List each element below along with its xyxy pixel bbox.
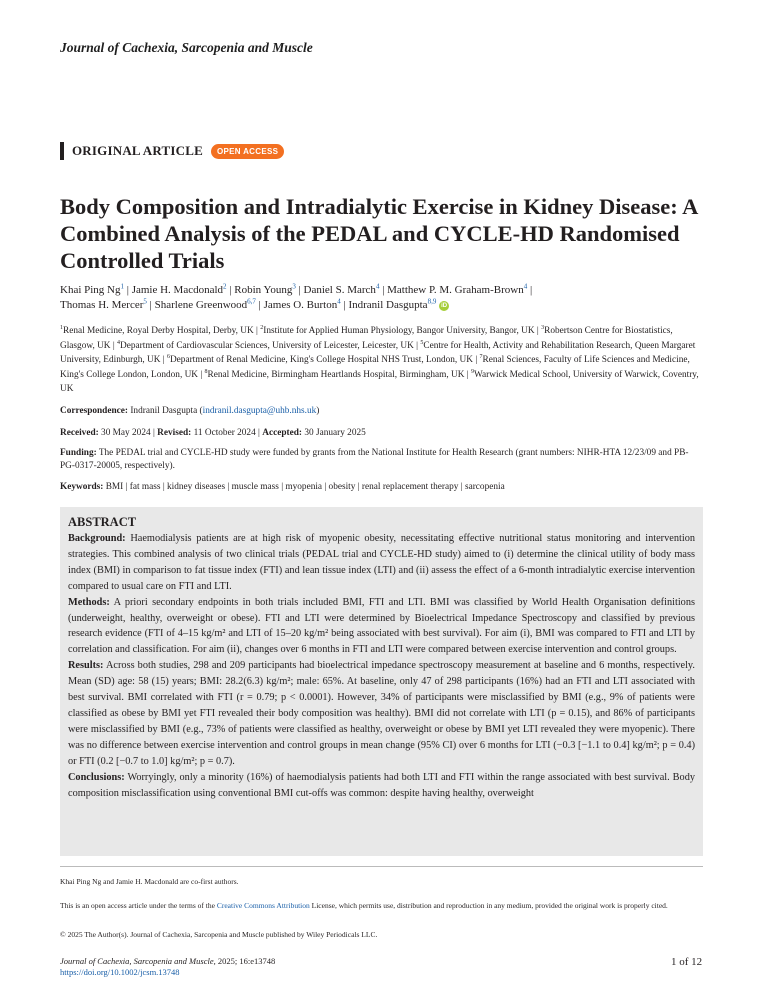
- footer-journal: Journal of Cachexia, Sarcopenia and Muscle,: [60, 956, 216, 966]
- affiliation-number: 7: [479, 354, 483, 361]
- author-affiliation-ref[interactable]: 2: [223, 282, 227, 291]
- page-number: 1 of 12: [671, 956, 703, 968]
- affiliation-text: Renal Sciences, Faculty of Life Sciences and Medicine, King's College London, London, UK: [60, 355, 690, 380]
- author-name: Jamie H. Macdonald$^2$: [131, 282, 227, 296]
- funding-text: The PEDAL trial and CYCLE-HD study were funded by grants from the National Institute for Health Research (grant numbers: NIHR-HTA 12/23/09 and PB-PG-0317-20005, respectively).: [60, 448, 689, 471]
- abstract-methods: [68, 595, 695, 659]
- keywords-label: Keywords:: [60, 482, 104, 492]
- author-affiliation-ref[interactable]: 6,7: [247, 297, 256, 306]
- keywords: [60, 481, 700, 494]
- author-name: Sharlene Greenwood$^{6,7}$: [154, 297, 256, 311]
- correspondence-name: Indranil Dasgupta: [130, 406, 198, 416]
- abstract-background: [68, 531, 695, 595]
- article-type-bar: [60, 142, 64, 160]
- license-note: [60, 900, 700, 911]
- license-pre: This is an open access article under the terms of the: [60, 901, 215, 910]
- methods-label: Methods:: [68, 596, 110, 608]
- accepted-label: Accepted:: [262, 428, 302, 438]
- license-link[interactable]: Creative Commons Attribution: [216, 901, 310, 910]
- cofirst-note: Khai Ping Ng and Jamie H. Macdonald are co-first authors.: [60, 877, 239, 886]
- affiliation-number: 9: [470, 368, 474, 375]
- author-list: Khai Ping Ng$^1$ | Jamie H. Macdonald$^2$ | Robin Young$^3$ | Daniel S. March$^4$ | Matthew P. M. Graham-Brown$^4$ | Thomas H. Mercer$^5$ | Sharlene Greenwood$^{6,7}$ | James O. Burton$^4$ | Indranil Dasgupta$^{8,9}$ iD: [60, 282, 533, 311]
- revised-label: Revised:: [157, 428, 192, 438]
- correspondence-email-link[interactable]: indranil.dasgupta@uhb.nhs.uk: [202, 406, 317, 416]
- affiliations: $^1$Renal Medicine, Royal Derby Hospital, Derby, UK | $^2$Institute for Applied Human Physiology, Bangor University, Bangor, UK | $^3$Robertson Centre for Biostatistics, Glasgow, UK | $^4$Department of Cardiovascular Sciences, University of Leicester, Leicester, UK | $^5$Centre for Health, Activity and Rehabilitation Research, Queen Margaret University, Edinburgh, UK | $^6$Department of Renal Medicine, King's College Hospital NHS Trust, London, UK | $^7$Renal Sciences, Faculty of Life Sciences and Medicine, King's College London, London, UK | $^8$Renal Medicine, Birmingham Heartlands Hospital, Birmingham, UK | $^9$Warwick Medical School, University of Warwick, Coventry, UK: [60, 324, 699, 395]
- open-access-badge[interactable]: OPEN ACCESS: [211, 144, 284, 159]
- author-name: Daniel S. March$^4$: [303, 282, 380, 296]
- author-affiliation-ref[interactable]: 4: [337, 297, 341, 306]
- revised-date: 11 October 2024: [193, 428, 256, 438]
- affiliation-number: 4: [117, 339, 121, 346]
- affiliation-text: Robertson Centre for Biostatistics, Glasgow, UK: [60, 326, 673, 351]
- author-affiliation-ref[interactable]: 8,9: [427, 297, 437, 306]
- affiliation-number: 5: [420, 339, 424, 346]
- author-affiliation-ref[interactable]: 3: [292, 282, 296, 291]
- affiliation-number: 3: [541, 324, 545, 331]
- journal-title: Journal of Cachexia, Sarcopenia and Muscle: [60, 40, 313, 55]
- background-label: Background:: [68, 533, 126, 544]
- author-name: Khai Ping Ng$^1$: [60, 282, 124, 296]
- author-name: James O. Burton$^4$: [263, 297, 341, 311]
- author-name: Robin Young$^3$: [234, 282, 296, 296]
- author-name: Thomas H. Mercer$^5$: [60, 297, 147, 311]
- article-type-row: [60, 141, 284, 161]
- correspondence: Correspondence: Indranil Dasgupta (indranil.dasgupta@uhb.nhs.uk): [60, 406, 320, 416]
- affiliation-number: 8: [204, 368, 208, 375]
- footnote-divider: [60, 866, 703, 867]
- affiliation-text: Centre for Health, Activity and Rehabilitation Research, Queen Margaret University, Edinburgh, UK: [60, 340, 696, 366]
- funding-label: Funding:: [60, 448, 97, 458]
- conclusions-label: Conclusions:: [68, 771, 125, 783]
- abstract-conclusions: [68, 770, 695, 802]
- author-name: Matthew P. M. Graham-Brown$^4$: [387, 282, 528, 296]
- article-dates: Received: 30 May 2024 | Revised: 11 October 2024 | Accepted: 30 January 2025: [60, 428, 366, 438]
- received-date: 30 May 2024: [101, 428, 151, 438]
- abstract-heading: ABSTRACT: [68, 515, 137, 529]
- conclusions-text: Worryingly, only a minority (16%) of haemodialysis patients had both LTI and FTI within the range associated with best survival. Body composition misclassification using conventional BMI cut-offs was common: despite having healthy, overweight: [68, 771, 695, 799]
- affiliation-number: 2: [260, 324, 264, 331]
- affiliation-text: Warwick Medical School, University of Warwick, Coventry, UK: [60, 369, 699, 395]
- author-affiliation-ref[interactable]: 4: [375, 282, 380, 291]
- abstract: [68, 514, 695, 801]
- affiliation-text: Institute for Applied Human Physiology, Bangor University, Bangor, UK: [263, 326, 535, 336]
- background-text: Haemodialysis patients are at high risk of myopenic obesity, necessitating effective nutritional status monitoring and intervention strategies. This combined analysis of two clinical trials (PEDAL trial and CYCLE-HD study) aimed to (i) determine the clinical utility of body mass index (BMI) in comparison to fat tissue index (FTI) and lean tissue index (LTI) and (ii) assess the effect of a 6-month intradialytic exercise intervention compared to usual care on FTI and LTI.: [68, 533, 695, 592]
- affiliation-number: 1: [60, 324, 63, 331]
- footer-citation: [60, 956, 275, 978]
- author-name: Indranil Dasgupta$^{8,9}$: [348, 297, 437, 311]
- results-text: Across both studies, 298 and 209 participants had bioelectrical impedance spectroscopy measurement at baseline and 6 months, respectively. Mean (SD) age: 58 (15) years; BMI: 28.2(6.3) kg/m²; male: 65%. At baseline, only 47 of 298 participants (16%) had an FTI and LTI associated with best survival. BMI correlated with FTI (r = 0.79; p < 0.0001). However, 34% of participants were misclassified by BMI (e.g., 9% of patients were classified as obese by BMI yet FTI revealed their body composition was healthy). BMI did not correlate with LTI (p = 0.15), and 86% of participants were misclassified by BMI (e.g., 73% of patients were classified as healthy, overweight or obese by BMI yet LTI revealed they were myopenic). There was no difference between exercise intervention and control groups in mean change (95% CI) over 6 months for LTI (−0.3 [−1.1 to 0.4] kg/m²; p = 0.4) or FTI (0.2 [−0.7 to 1.0] kg/m²; p = 0.7).: [68, 660, 695, 767]
- affiliation-text: Department of Renal Medicine, King's College Hospital NHS Trust, London, UK: [169, 355, 473, 366]
- affiliation-text: Renal Medicine, Royal Derby Hospital, Derby, UK: [63, 326, 254, 336]
- author-affiliation-ref[interactable]: 5: [143, 297, 147, 306]
- results-label: Results:: [68, 660, 104, 672]
- doi-link[interactable]: https://doi.org/10.1002/jcsm.13748: [60, 967, 180, 977]
- copyright-note: © 2025 The Author(s). Journal of Cachexia, Sarcopenia and Muscle published by Wiley Periodicals LLC.: [60, 930, 378, 939]
- accepted-date: 30 January 2025: [304, 428, 366, 438]
- affiliation-number: 6: [166, 354, 170, 361]
- methods-text: A priori secondary endpoints in both trials included BMI, FTI and LTI. BMI was classified by World Health Organisation definitions (underweight, healthy, overweight or obese). FTI and LTI were determined by Bioelectrical Impedance Spectroscopy and classified by previous research evidence (FTI of 4–15 kg/m² and LTI of 15–20 kg/m² being associated with best survival). For aim (i), BMI was compared to FTI and LTI by correlation and classification. For aim (ii), changes over 6 months in FTI and LTI were compared between exercise intervention and control groups.: [68, 596, 695, 656]
- affiliation-text: Renal Medicine, Birmingham Heartlands Hospital, Birmingham, UK: [207, 369, 465, 380]
- author-affiliation-ref[interactable]: 4: [523, 282, 528, 291]
- author-affiliation-ref[interactable]: 1: [120, 282, 124, 291]
- orcid-icon[interactable]: iD: [441, 303, 448, 309]
- footer-volume: 2025; 16:e13748: [217, 956, 276, 966]
- funding: [60, 447, 700, 473]
- correspondence-label: Correspondence:: [60, 406, 128, 416]
- license-post: License, which permits use, distribution and reproduction in any medium, provided the original work is properly cited.: [311, 901, 668, 910]
- article-type-label: ORIGINAL ARTICLE: [72, 143, 203, 158]
- affiliation-text: Department of Cardiovascular Sciences, University of Leicester, Leicester, UK: [120, 340, 414, 351]
- abstract-results: [68, 658, 695, 769]
- keywords-text: BMI | fat mass | kidney diseases | muscle mass | myopenia | obesity | renal replacement therapy | sarcopenia: [105, 482, 505, 492]
- received-label: Received:: [60, 428, 99, 438]
- article-title: Body Composition and Intradialytic Exercise in Kidney Disease: A Combined Analysis of the PEDAL and CYCLE-HD Randomised Controlled Trials: [60, 194, 698, 273]
